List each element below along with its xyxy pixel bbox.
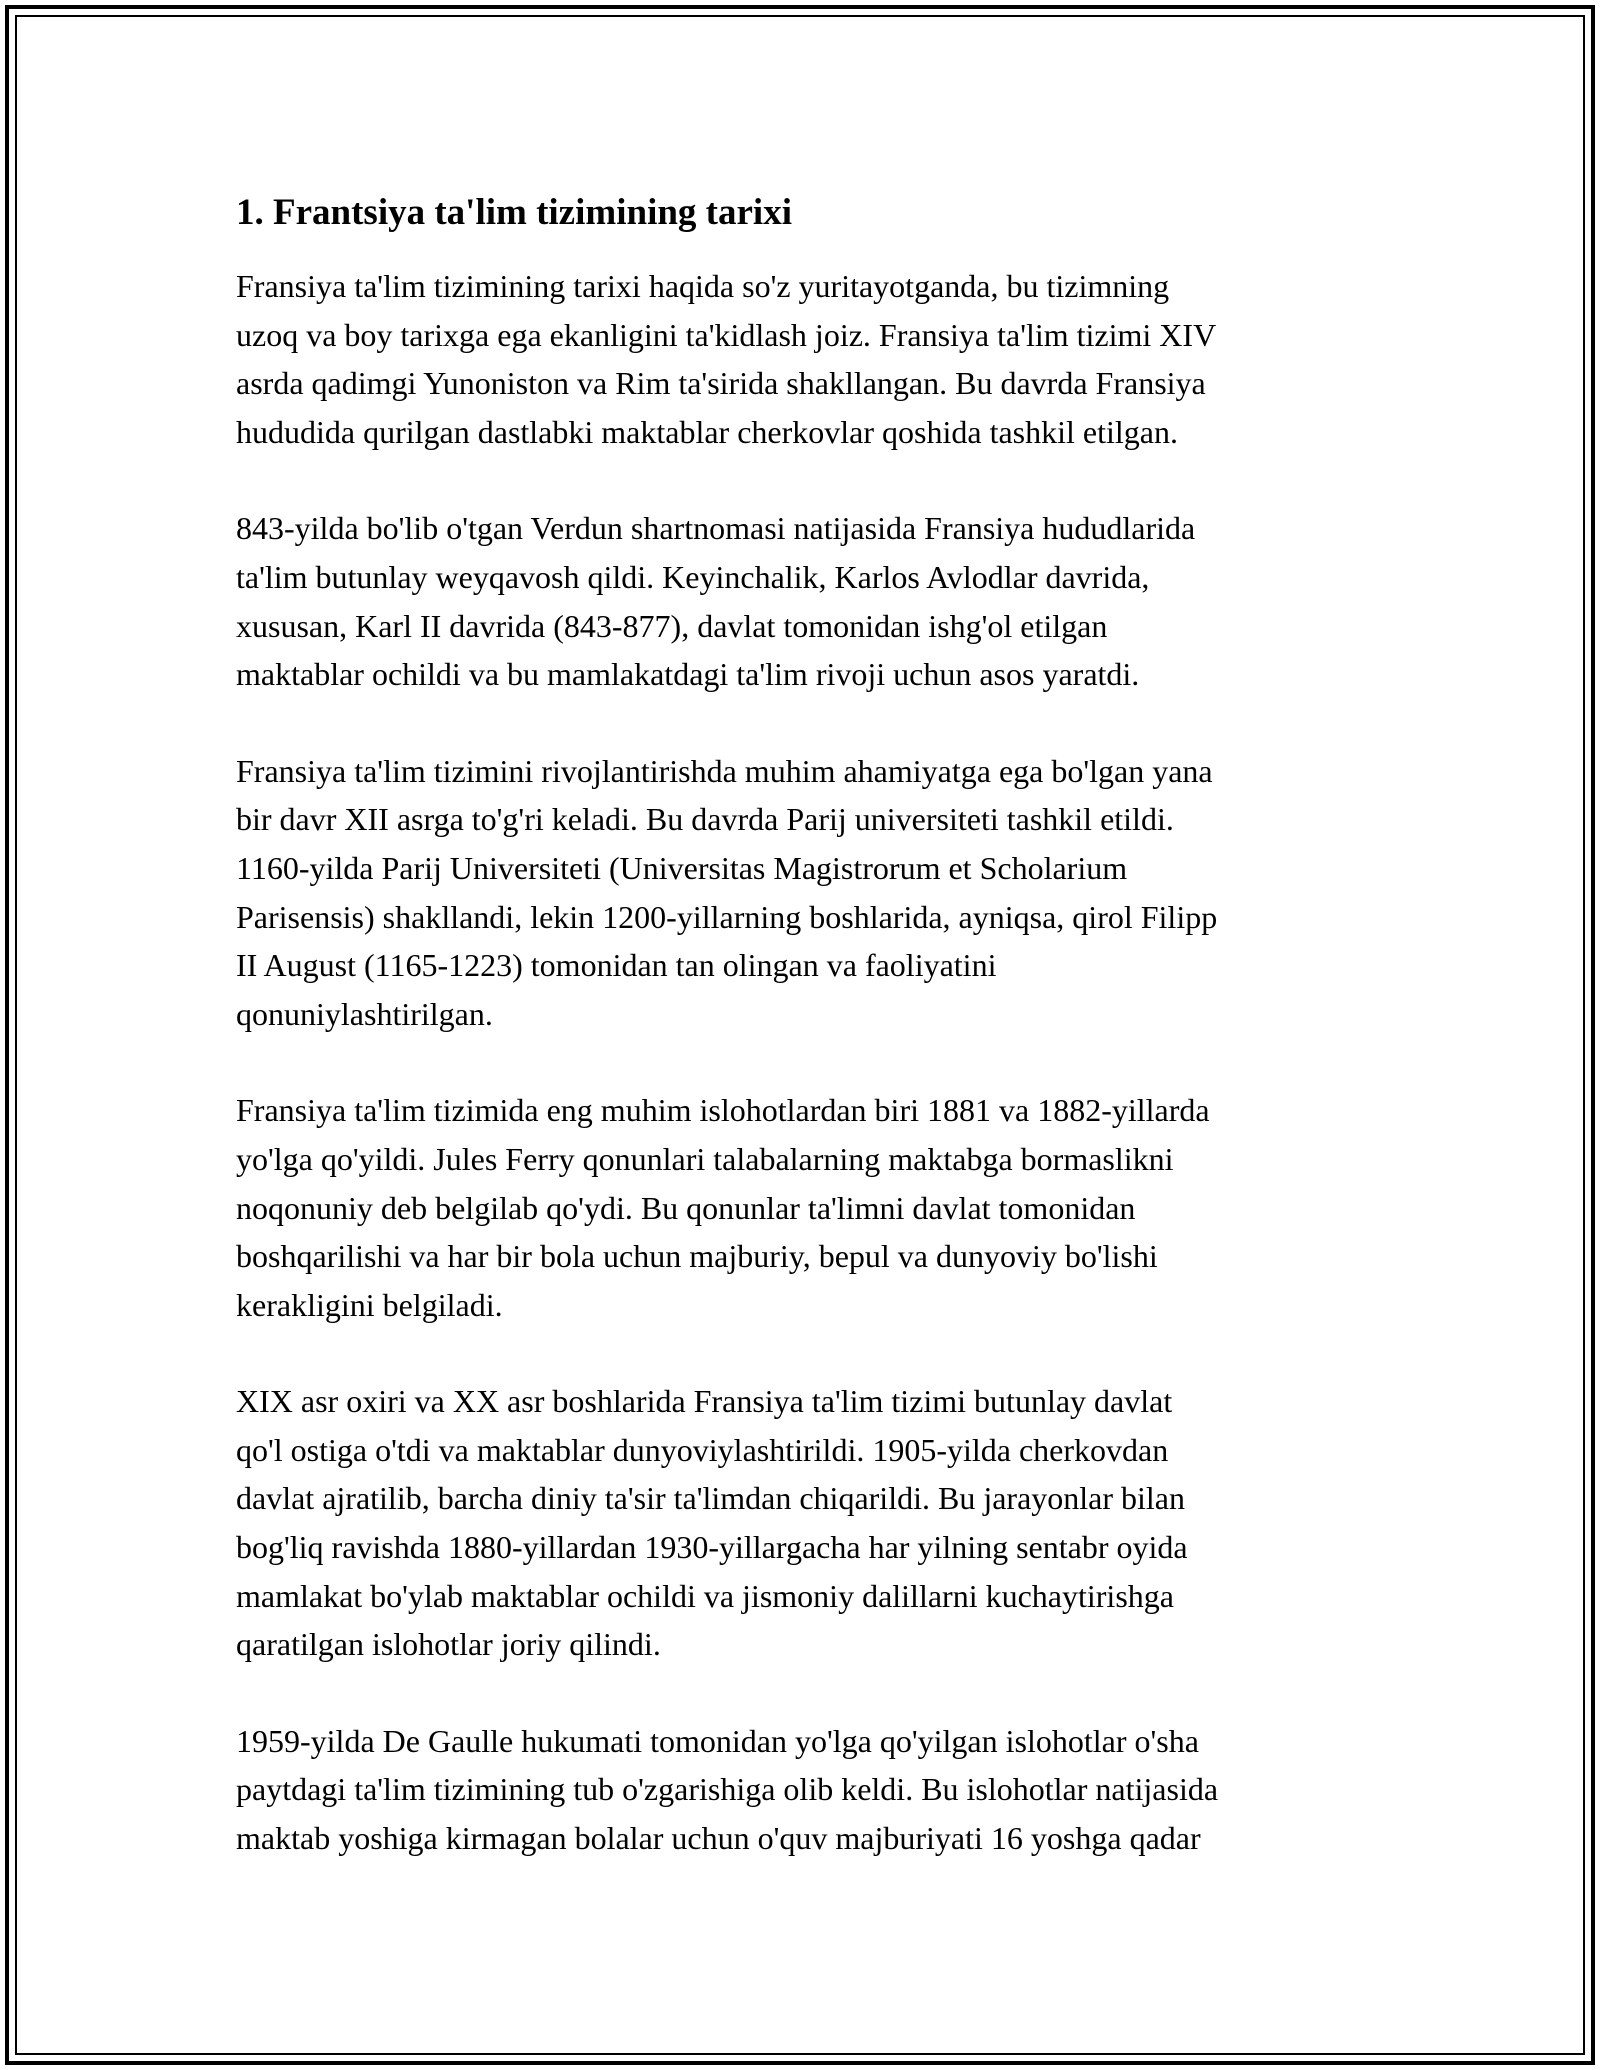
paragraph-5	[236, 1377, 1386, 1669]
text-line: hududida qurilgan dastlabki maktablar cherkovlar qoshida tashkil etilgan.	[236, 413, 1178, 450]
text-line: yo'lga qo'yildi. Jules Ferry qonunlari talabalarning maktabga bormaslikni	[236, 1140, 1174, 1177]
text-line: Fransiya ta'lim tizimida eng muhim islohotlardan biri 1881 va 1882-yillarda	[236, 1092, 1210, 1129]
document-body	[236, 190, 1386, 1911]
text-line: XIX asr oxiri va XX asr boshlarida Fransiya ta'lim tizimi butunlay davlat	[236, 1383, 1173, 1420]
text-line: bir davr XII asrga to'g'ri keladi. Bu davrda Parij universiteti tashkil etildi.	[236, 801, 1174, 838]
text-line: ta'lim butunlay weyqavosh qildi. Keyinchalik, Karlos Avlodlar davrida,	[236, 558, 1150, 595]
text-line: qo'l ostiga o'tdi va maktablar dunyoviylashtirildi. 1905-yilda cherkovdan	[236, 1431, 1169, 1468]
paragraph-2	[236, 504, 1386, 698]
text-line: 1160-yilda Parij Universiteti (Universitas Magistrorum et Scholarium	[236, 849, 1128, 886]
text-line: 843-yilda bo'lib o'tgan Verdun shartnomasi natijasida Fransiya hududlarida	[236, 510, 1196, 547]
text-line: asrda qadimgi Yunoniston va Rim ta'sirida shakllangan. Bu davrda Fransiya	[236, 365, 1206, 402]
text-line: 1959-yilda De Gaulle hukumati tomonidan yo'lga qo'yilgan islohotlar o'sha	[236, 1722, 1199, 1759]
text-line: qonuniylashtirilgan.	[236, 995, 493, 1032]
text-line: Fransiya ta'lim tizimini rivojlantirishda muhim ahamiyatga ega bo'lgan yana	[236, 752, 1213, 789]
text-line: maktablar ochildi va bu mamlakatdagi ta'lim rivoji uchun asos yaratdi.	[236, 656, 1140, 693]
text-line: qaratilgan islohotlar joriy qilindi.	[236, 1626, 661, 1663]
text-line: bog'liq ravishda 1880-yillardan 1930-yillargacha har yilning sentabr oyida	[236, 1529, 1188, 1566]
section-heading: 1. Frantsiya ta'lim tizimining tarixi	[236, 192, 792, 233]
paragraph-6	[236, 1717, 1386, 1863]
paragraph-4	[236, 1086, 1386, 1329]
text-line: xususan, Karl II davrida (843-877), davlat tomonidan ishg'ol etilgan	[236, 607, 1108, 644]
text-line: noqonuniy deb belgilab qo'ydi. Bu qonunlar ta'limni davlat tomonidan	[236, 1189, 1136, 1226]
text-line: kerakligini belgiladi.	[236, 1286, 503, 1323]
text-line: davlat ajratilib, barcha diniy ta'sir ta'limdan chiqarildi. Bu jarayonlar bilan	[236, 1480, 1185, 1517]
text-line: uzoq va boy tarixga ega ekanligini ta'kidlash joiz. Fransiya ta'lim tizimi XIV	[236, 316, 1217, 353]
text-line: Fransiya ta'lim tizimining tarixi haqida so'z yuritayotganda, bu tizimning	[236, 268, 1170, 304]
text-line: paytdagi ta'lim tizimining tub o'zgarishiga olib keldi. Bu islohotlar natijasida	[236, 1771, 1219, 1808]
text-line: Parisensis) shakllandi, lekin 1200-yillarning boshlarida, ayniqsa, qirol Filipp	[236, 898, 1218, 935]
text-line: boshqarilishi va har bir bola uchun majburiy, bepul va dunyoviy bo'lishi	[236, 1238, 1158, 1275]
paragraph-3	[236, 747, 1386, 1039]
text-line: mamlakat bo'ylab maktablar ochildi va jismoniy dalillarni kuchaytirishga	[236, 1577, 1174, 1614]
text-line: II August (1165-1223) tomonidan tan olingan va faoliyatini	[236, 947, 997, 984]
paragraph-1	[236, 262, 1386, 456]
text-line: maktab yoshiga kirmagan bolalar uchun o'quv majburiyati 16 yoshga qadar	[236, 1820, 1201, 1857]
